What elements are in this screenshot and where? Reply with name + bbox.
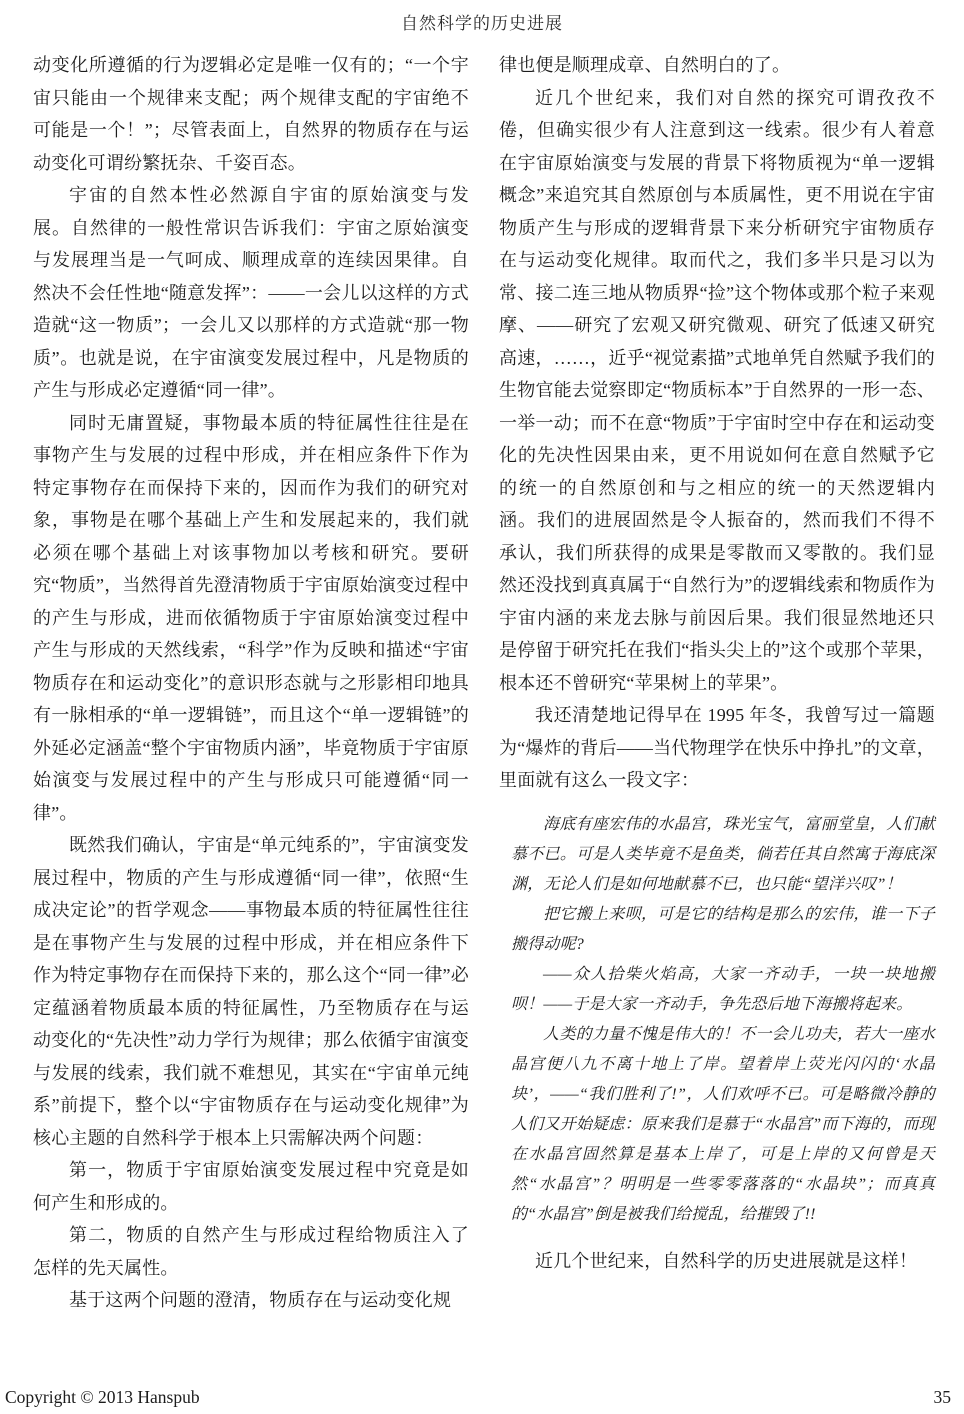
body-paragraph: 近几个世纪来，我们对自然的探究可谓孜孜不倦，但确实很少有人注意到这一线索。很少有人着意在宇宙原始演变与发展的背景下将物质视为“单一逻辑概念”来追究其自然原创与本质属性，更不用说在宇宙物质产生与形成的逻辑背景下来分析研究宇宙物质存在与运动变化规律。取而代之，我们多半只是习以为常、接二连三地从物质界“捡”这个物体或那个粒子来观摩、——研究了宏观又研究微观、研究了低速又研究高速，……，近乎“视觉素描”式地单凭自然赋予我们的生物官能去觉察即定“物质标本”于自然界的一形一态、一举一动；而不在意“物质”于宇宙时空中存在和运动变化的先决性因果由来，更不用说如何在意自然赋予它的统一的自然原创和与之相应的统一的天然逻辑内涵。我们的进展固然是令人振奋的，然而我们不得不承认，我们所获得的成果是零散而又零散的。我们显然还没找到真真属于“自然行为”的逻辑线索和物质作为宇宙内涵的来龙去脉与前因后果。我们很显然地还只是停留于研究托在我们“指头尖上的”这个或那个苹果，根本还不曾研究“苹果树上的苹果”。 [499, 87, 935, 693]
closing-paragraph: 近几个世纪来，自然科学的历史进展就是这样！ [535, 1250, 918, 1271]
quote-paragraph: ——众人拾柴火焰高，大家一齐动手，一块一块地搬呗！——于是大家一齐动手，争先恐后地下海搬将起来。 [511, 965, 935, 1013]
quote-paragraph: 把它搬上来呗，可是它的结构是那么的宏伟，谁一下子搬得动呢? [511, 905, 935, 953]
left-column [33, 49, 469, 1317]
body-paragraph: 第一，物质于宇宙原始演变发展过程中究竟是如何产生和形成的。 [33, 1160, 469, 1213]
running-title: 自然科学的历史进展 [401, 14, 563, 33]
page-header [0, 0, 964, 34]
body-paragraph: 既然我们确认，宇宙是“单元纯系的”，宇宙演变发展过程中，物质的产生与形成遵循“同一律”，依照“生成决定论”的哲学观念——事物最本质的特征属性往往是在事物产生与发展的过程中形成，并在相应条件下作为特定事物存在而保持下来的，那么这个“同一律”必定蕴涵着物质最本质的特征属性，乃至物质存在与运动变化的“先决性”动力学行为规律；那么依循宇宙演变与发展的线索，我们就不难想见，其实在“宇宙单元纯系”前提下，整个以“宇宙物质存在与运动变化规律”为核心主题的自然科学于根本上只需解决两个问题： [33, 835, 469, 1148]
two-column-body [0, 49, 964, 1317]
copyright-text: Copyright © 2013 Hanspub [5, 1387, 200, 1407]
body-paragraph: 我还清楚地记得早在 1995 年冬，我曾写过一篇题为“爆炸的背后——当代物理学在快乐中挣扎”的文章，里面就有这么一段文字： [499, 705, 935, 790]
page-number: 35 [933, 1387, 951, 1407]
body-paragraph: 宇宙的自然本性必然源自宇宙的原始演变与发展。自然律的一般性常识告诉我们：宇宙之原始演变与发展理当是一气呵成、顺理成章的连续因果律。自然决不会任性地“随意发挥”：——一会儿以这样的方式造就“这一物质”；一会儿又以那样的方式造就“那一物质”。也就是说，在宇宙演变发展过程中，凡是物质的产生与形成必定遵循“同一律”。 [33, 185, 469, 400]
body-paragraph: 同时无庸置疑，事物最本质的特征属性往往是在事物产生与发展的过程中形成，并在相应条件下作为特定事物存在而保持下来的，因而作为我们的研究对象，事物是在哪个基础上产生和发展起来的，我们就必须在哪个基础上对该事物加以考核和研究。要研究“物质”，当然得首先澄清物质于宇宙原始演变过程中的产生与形成，进而依循物质于宇宙原始演变过程中产生与形成的天然线索，“科学”作为反映和描述“宇宙物质存在和运动变化”的意识形态就与之形影相印地具有一脉相承的“单一逻辑链”，而且这个“单一逻辑链”的外延必定涵盖“整个宇宙物质内涵”，毕竟物质于宇宙原始演变与发展过程中的产生与形成只可能遵循“同一律”。 [33, 412, 469, 823]
body-paragraph: 基于这两个问题的澄清，物质存在与运动变化规 [69, 1290, 452, 1310]
page-footer [0, 1387, 964, 1414]
body-paragraph: 第二，物质的自然产生与形成过程给物质注入了怎样的先天属性。 [33, 1225, 469, 1278]
body-paragraph: 律也便是顺理成章、自然明白的了。 [499, 55, 791, 75]
quote-paragraph: 海底有座宏伟的水晶宫，珠光宝气，富丽堂皇，人们献慕不已。可是人类毕竟不是鱼类，倘若任其自然寓于海底深渊，无论人们是如何地献慕不已，也只能“望洋兴叹”！ [511, 815, 935, 893]
quote-paragraph: 人类的力量不愧是伟大的！不一会儿功夫，若大一座水晶宫便八九不离十地上了岸。望着岸上荧光闪闪的‘水晶块’，——“我们胜利了!”，人们欢呼不已。可是略微冷静的人们又开始疑虑：原来我们是慕于“水晶宫”而下海的，而现在水晶宫固然算是基本上岸了，可是上岸的又何曾是天然“水晶宫”？明明是一些零零落落的“水晶块”；而真真的“水晶宫”倒是被我们给搅乱，给摧毁了!! [511, 1025, 935, 1223]
body-paragraph: 动变化所遵循的行为逻辑必定是唯一仅有的；“一个宇宙只能由一个规律来支配；两个规律支配的宇宙绝不可能是一个！”；尽管表面上，自然界的物质存在与运动变化可谓纷繁抚杂、千姿百态。 [33, 55, 469, 173]
right-column [499, 49, 935, 1317]
quote-block [511, 810, 935, 1230]
